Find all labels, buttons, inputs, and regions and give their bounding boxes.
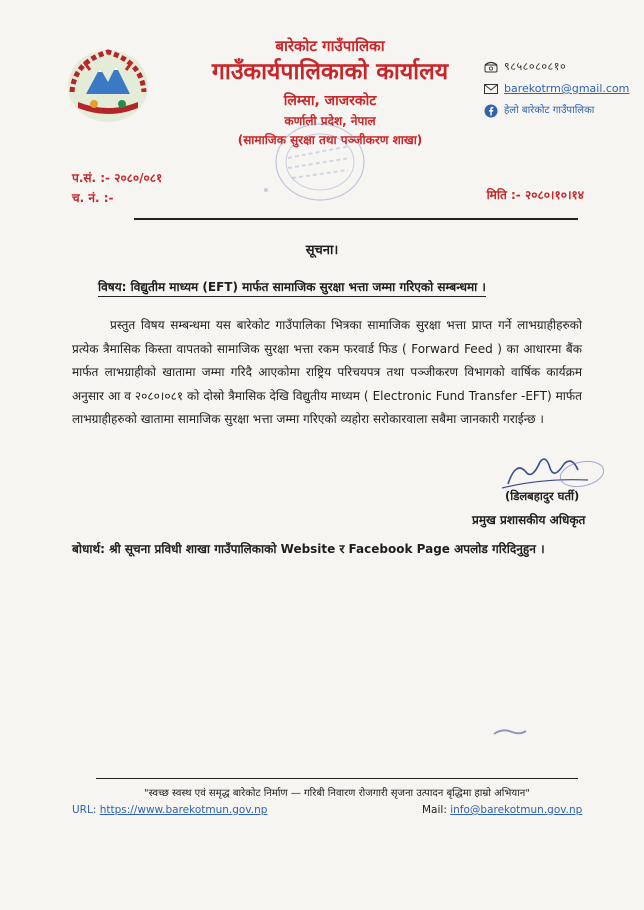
contact-block [484, 56, 636, 122]
office-name: गाउँकार्यपालिकाको कार्यालय [211, 59, 449, 85]
ink-smudge [492, 726, 528, 740]
phone-number: ९८५८०८०८१० [504, 60, 567, 73]
email-row [484, 78, 636, 100]
mail-label: Mail: [422, 804, 447, 816]
date-label: मिति :- [486, 188, 521, 202]
facebook-row [484, 100, 636, 122]
date-row [487, 186, 584, 203]
mail-icon [484, 82, 498, 96]
cn-row [72, 188, 162, 208]
notice-subject: विषय: विद्युतीम माध्यम (EFT) मार्फत सामाजिक सुरक्षा भत्ता जम्मा गरिएको सम्बन्धमा । [98, 278, 486, 297]
phone-icon [484, 60, 498, 74]
cc-line: बोधार्थ: श्री सूचना प्रविधी शाखा गाउँपालिकाको Website र Facebook Page अपलोड गरिदिनुहुन । [72, 542, 545, 556]
office-place: लिम्सा, जाजरकोट [283, 93, 377, 109]
ps-label: प.सं. :- [72, 171, 111, 185]
header-divider [134, 218, 578, 220]
office-section: (सामाजिक सुरक्षा तथा पञ्जीकरण शाखा) [237, 133, 423, 147]
office-province: कर्णाली प्रदेश, नेपाल [284, 114, 376, 128]
signatory-name: (डिलबहादुर घर्ती) [505, 489, 580, 503]
footer-email-link[interactable]: info@barekotmun.gov.np [450, 804, 583, 816]
footer-slogan: "स्वच्छ स्वस्थ एवं समृद्ध बारेकोट निर्माण — गरिबी निवारण रोजगारी सृजना उत्पादन बृद्धिमा हाम्रो अभियान" [144, 788, 530, 799]
email-link[interactable]: barekotrm@gmail.com [504, 82, 630, 95]
footer-mail [422, 804, 582, 816]
date-value: २०८०।१०।१४ [524, 188, 584, 202]
emblem-logo [64, 42, 152, 124]
url-label: URL: [72, 804, 97, 816]
footer-divider [96, 778, 578, 779]
website-link[interactable]: https://www.barekotmun.gov.np [99, 804, 268, 816]
footer-url [72, 804, 267, 816]
municipality-name: बारेकोट गाउँपालिका [275, 37, 385, 55]
facebook-link[interactable]: हेलो बारेकोट गाउँपालिका [504, 105, 595, 116]
signatory-title: प्रमुख प्रशासकीय अधिकृत [472, 513, 586, 527]
reference-block [72, 168, 162, 208]
ps-value: २०८०/०८१ [114, 171, 163, 185]
facebook-icon [484, 104, 498, 118]
ps-row [72, 168, 162, 188]
office-stamp [258, 118, 376, 214]
notice-title: सूचना। [305, 243, 339, 258]
phone-row [484, 56, 636, 78]
notice-body: प्रस्तुत विषय सम्बन्धमा यस बारेकोट गाउँपालिका भित्रका सामाजिक सुरक्षा भत्ता प्राप्त गर्ने लाभग्राहीहरुको प्रत्येक त्रैमासिक किस्ता वापतको सामाजिक सुरक्षा भत्ता रकम फरवार्ड फिड ( Forward Feed ) का आधारमा बैंक मार्फत लाभग्राहीको खातामा जम्मा गरिदै आएकोमा राष्ट्रिय परिचयपत्र तथा पञ्जीकरण विभागको वार्षिक कार्यक्रम अनुसार आ व २०८०।०८१ को दोस्रो त्रैमासिक देखि विद्युतीय माध्यम ( Electronic Fund Transfer -EFT) मार्फत लाभग्राहीहरुको खातामा सामाजिक सुरक्षा भत्ता जम्मा गरिएको व्यहोरा सरोकारवाला सबैमा जानकारी गराईन्छ । [72, 318, 582, 426]
cn-label: च. नं. :- [72, 191, 114, 205]
